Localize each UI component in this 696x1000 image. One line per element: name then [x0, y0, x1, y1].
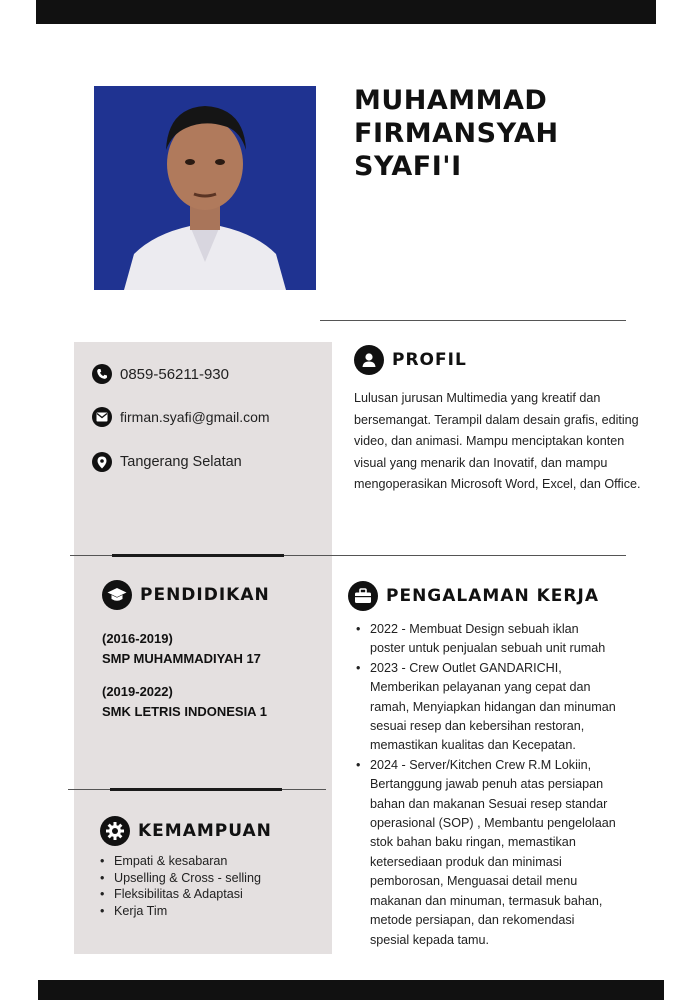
experience-line: metode persiapan, dan rekomendasi — [370, 913, 575, 928]
divider-top — [320, 320, 626, 321]
pengalaman-heading — [348, 581, 599, 611]
skill-item: • Empati & kesabaran — [98, 853, 261, 870]
pengalaman-title: PENGALAMAN KERJA — [386, 586, 599, 606]
profil-line: bersemangat. Terampil dalam desain grafis, editing — [354, 412, 639, 427]
contact-phone — [92, 364, 229, 384]
profil-line: Lulusan jurusan Multimedia yang kreatif dan — [354, 391, 601, 405]
profile-photo — [94, 86, 316, 290]
education-item — [102, 629, 261, 669]
experience-line: operasional (SOP) , Membantu pengelolaan — [370, 816, 616, 831]
top-bar — [36, 0, 656, 24]
divider-lower-accent — [110, 788, 282, 791]
experience-line: stok bahan baku ringan, memastikan — [370, 835, 576, 850]
full-name — [354, 84, 654, 183]
contact-email — [92, 407, 270, 427]
kemampuan-title: KEMAMPUAN — [138, 821, 272, 841]
experience-line: Memberikan pelayanan yang cepat dan — [370, 680, 591, 695]
experience-line: spesial kepada tamu. — [370, 932, 490, 947]
experience-line: sesuai resep dan kebersihan restoran, — [370, 719, 585, 734]
experience-item — [354, 756, 654, 950]
skills-list — [98, 853, 261, 919]
experience-line: pemborosan, Menguasai detail menu — [370, 874, 578, 889]
location-pin-icon — [92, 452, 112, 472]
profil-line: visual yang menarik dan Inovatif, dan mampu — [354, 455, 608, 470]
divider-middle-accent — [112, 554, 284, 557]
experience-line: ketersediaan produk dan minimasi — [370, 854, 562, 869]
profil-line: mengoperasikan Microsoft Word, Excel, dan Office. — [354, 477, 641, 492]
experience-line: ramah, Menyiapkan hidangan dan minuman — [370, 699, 616, 714]
skill-item: • Kerja Tim — [98, 903, 261, 920]
experience-line: Bertanggung jawab penuh atas persiapan — [370, 777, 604, 792]
contact-location — [92, 452, 242, 472]
experience-line: • 2023 - Crew Outlet GANDARICHI, — [370, 660, 562, 675]
education-school: SMP MUHAMMADIYAH 17 — [102, 651, 261, 666]
user-icon — [354, 345, 384, 375]
education-years: (2019-2022) — [102, 684, 173, 699]
profil-paragraph — [354, 388, 664, 496]
experience-line: memastikan kualitas dan Kecepatan. — [370, 738, 576, 753]
phone-icon — [92, 364, 112, 384]
gear-icon — [100, 816, 130, 846]
email-address: firman.syafi@gmail.com — [120, 409, 270, 425]
skill-item: • Upselling & Cross - selling — [98, 870, 261, 887]
profil-title: PROFIL — [392, 350, 467, 370]
pendidikan-title: PENDIDIKAN — [140, 585, 270, 605]
education-item — [102, 682, 267, 722]
briefcase-icon — [348, 581, 378, 611]
experience-line: bahan dan makanan Sesuai resep standar — [370, 796, 608, 811]
experience-line: poster untuk penjualan sebuah unit rumah — [370, 641, 606, 656]
experience-item — [354, 620, 654, 659]
experience-list — [354, 620, 654, 950]
graduation-cap-icon — [102, 580, 132, 610]
education-school: SMK LETRIS INDONESIA 1 — [102, 704, 267, 719]
experience-line: • 2024 - Server/Kitchen Crew R.M Lokiin, — [370, 757, 592, 772]
kemampuan-heading — [100, 816, 272, 846]
name-line-2: FIRMANSYAH — [354, 118, 559, 149]
profil-heading — [354, 345, 467, 375]
experience-line: makanan dan minuman, termasuk bahan, — [370, 893, 603, 908]
name-line-3: SYAFI'I — [354, 151, 462, 182]
location-text: Tangerang Selatan — [120, 454, 242, 470]
skill-item: • Fleksibilitas & Adaptasi — [98, 886, 261, 903]
experience-item — [354, 659, 654, 756]
experience-line: • 2022 - Membuat Design sebuah iklan — [370, 622, 579, 636]
education-years: (2016-2019) — [102, 631, 173, 646]
bottom-bar — [38, 980, 664, 1000]
profil-line: video, dan animasi. Mampu menciptakan konten — [354, 434, 625, 449]
name-line-1: MUHAMMAD — [354, 85, 548, 116]
pendidikan-heading — [102, 580, 270, 610]
phone-number: 0859-56211-930 — [120, 365, 229, 383]
email-icon — [92, 407, 112, 427]
